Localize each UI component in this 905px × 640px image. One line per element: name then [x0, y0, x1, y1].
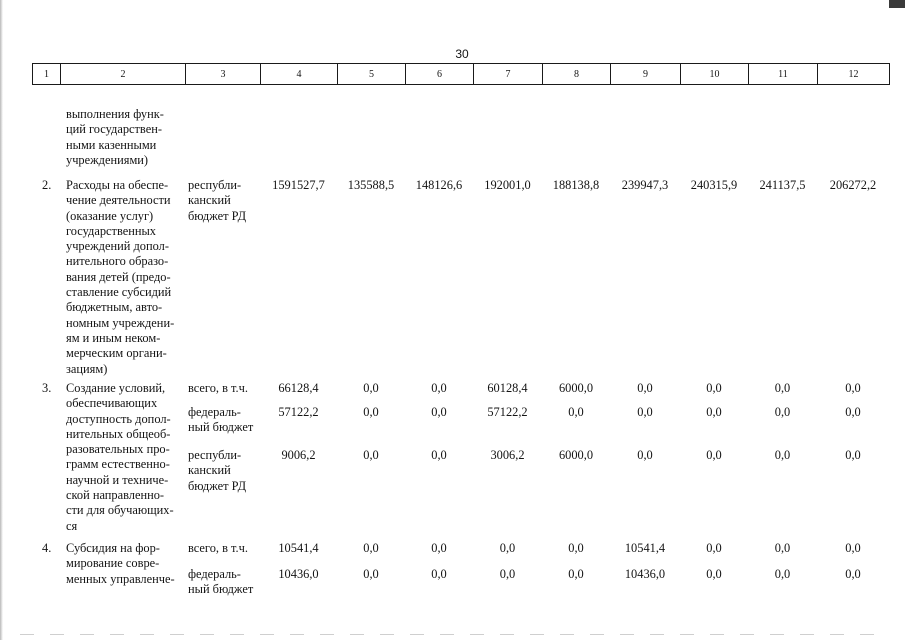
value-cell: 1591527,7: [272, 178, 325, 192]
source-label-line: всего, в т.ч.: [188, 381, 248, 395]
value-cell: 0,0: [774, 405, 791, 419]
value-cell: 6000,0: [558, 448, 594, 462]
row-name-line: ставление субсидий: [66, 285, 172, 300]
value-cell: 0,0: [774, 381, 791, 395]
value-cell: 0,0: [774, 448, 791, 462]
value-cell: 0,0: [706, 541, 722, 555]
value-cell: 192001,0: [484, 178, 531, 192]
header-cell: 11: [749, 64, 818, 85]
value-cell: 241137,5: [759, 178, 806, 192]
continuation-line: ций государствен-: [66, 122, 162, 137]
header-cell: 3: [186, 64, 261, 85]
value-cell: 0,0: [845, 405, 861, 419]
continuation-text: [66, 107, 164, 168]
row-name-line: менных управленче-: [66, 571, 175, 586]
source-label-line: всего, в т.ч.: [188, 541, 248, 555]
source-label-line: федераль-: [188, 567, 241, 581]
row-name-line: вания детей (предо-: [66, 269, 171, 284]
row-number: 3.: [42, 381, 52, 395]
continuation-line: учреждениями): [66, 152, 149, 167]
value-cell: 10436,0: [624, 567, 666, 581]
value-cell: 3006,2: [490, 448, 525, 462]
value-cell: 0,0: [637, 381, 653, 395]
value-cell: 0,0: [774, 567, 791, 581]
source-label-line: республи-: [188, 448, 242, 462]
source-label-line: федераль-: [188, 405, 241, 419]
header-cell: 7: [474, 64, 543, 85]
row-name-line: Субсидия на фор-: [66, 541, 160, 555]
value-cell: 0,0: [706, 448, 722, 462]
row-name-line: научной и техниче-: [66, 472, 169, 487]
row-number: 4.: [42, 541, 52, 555]
row-name-line: грамм естественно-: [66, 457, 170, 472]
value-cell: 0,0: [431, 567, 447, 581]
value-cell: 0,0: [706, 405, 722, 419]
row-name-line: учреждений допол-: [66, 239, 169, 254]
source-label-line: бюджет РД: [188, 478, 247, 493]
page-number: 30: [455, 47, 469, 61]
value-cell: 188138,8: [552, 178, 600, 192]
header-cell: 12: [818, 64, 890, 85]
value-cell: 0,0: [499, 541, 516, 555]
header-cell: 1: [33, 64, 61, 85]
value-row: [0, 405, 905, 421]
value-cell: 66128,4: [278, 381, 319, 395]
value-cell: 0,0: [363, 381, 379, 395]
column-number-header: [32, 63, 890, 85]
row-name-line: номным учреждени-: [66, 315, 175, 330]
value-cell: 57122,2: [278, 405, 319, 419]
value-cell: 0,0: [431, 405, 447, 419]
value-cell: 0,0: [774, 541, 791, 555]
value-cell: 6000,0: [558, 381, 594, 395]
source-label-line: республи-: [188, 178, 242, 192]
value-row: [0, 448, 905, 464]
row-number: 2.: [42, 178, 52, 192]
value-cell: 10436,0: [278, 567, 319, 581]
row-name-line: ся: [66, 518, 78, 533]
value-row: [0, 381, 905, 397]
value-cell: 0,0: [845, 381, 861, 395]
continuation-line: ными казенными: [66, 137, 157, 152]
value-cell: 10541,4: [278, 541, 319, 555]
value-cell: 0,0: [363, 541, 379, 555]
source-label-line: ный бюджет: [188, 582, 254, 597]
source-label-line: канский: [188, 463, 231, 478]
row-name-line: ской направленно-: [66, 488, 165, 503]
value-cell: 9006,2: [281, 448, 316, 462]
value-cell: 0,0: [499, 567, 516, 581]
row-name-line: разовательных про-: [66, 442, 170, 457]
continuation-line: выполнения функ-: [66, 107, 164, 121]
row-name-line: государственных: [66, 223, 157, 238]
value-cell: 239947,3: [621, 178, 669, 192]
row-name-line: мирование совре-: [66, 556, 160, 571]
header-cell: 2: [61, 64, 186, 85]
value-row: [0, 541, 905, 557]
row-name-line: бюджетным, авто-: [66, 300, 163, 315]
row-name-line: (оказание услуг): [66, 208, 154, 223]
value-cell: 0,0: [431, 448, 447, 462]
value-cell: 57122,2: [487, 405, 528, 419]
row-name-line: чение деятельности: [66, 193, 171, 208]
header-cell: 10: [681, 64, 749, 85]
value-cell: 0,0: [637, 405, 653, 419]
source-label-line: канский: [188, 193, 231, 208]
row-name-line: ям и иным неком-: [66, 330, 161, 345]
value-cell: 0,0: [431, 381, 447, 395]
scan-artifact-line: [20, 634, 885, 635]
source-label-line: ный бюджет: [188, 420, 254, 435]
value-cell: 0,0: [845, 567, 861, 581]
value-cell: 0,0: [363, 448, 379, 462]
row-name-line: мерческим органи-: [66, 346, 167, 361]
value-cell: 135588,5: [347, 178, 395, 192]
row-name-line: Создание условий,: [66, 381, 166, 395]
row-name-line: нительного образо-: [66, 254, 169, 269]
value-cell: 0,0: [845, 448, 861, 462]
value-cell: 206272,2: [829, 178, 877, 192]
header-cell: 4: [261, 64, 338, 85]
source-label-line: бюджет РД: [188, 208, 247, 223]
row-name-line: зациям): [66, 361, 108, 376]
row-name: [66, 178, 174, 377]
value-cell: 0,0: [706, 381, 722, 395]
value-cell: 0,0: [568, 405, 584, 419]
value-cell: 148126,6: [415, 178, 463, 192]
row-name-line: обеспечивающих: [66, 396, 158, 411]
header-cell: 5: [338, 64, 406, 85]
value-cell: 0,0: [363, 405, 379, 419]
value-cell: 10541,4: [624, 541, 666, 555]
scan-corner-mark: [889, 0, 905, 8]
value-cell: 0,0: [568, 541, 584, 555]
row-name-line: доступность допол-: [66, 411, 171, 426]
value-cell: 0,0: [637, 448, 653, 462]
value-row: [0, 567, 905, 583]
value-row: [0, 178, 905, 194]
value-cell: 0,0: [568, 567, 584, 581]
row-name-line: сти для обучающих-: [66, 503, 174, 518]
header-cell: 8: [543, 64, 611, 85]
value-cell: 0,0: [706, 567, 722, 581]
row-name-line: нительных общеоб-: [66, 426, 171, 441]
value-cell: 60128,4: [487, 381, 528, 395]
value-cell: 0,0: [431, 541, 447, 555]
header-cell: 6: [406, 64, 474, 85]
value-cell: 240315,9: [690, 178, 738, 192]
value-cell: 0,0: [845, 541, 861, 555]
header-cell: 9: [611, 64, 681, 85]
value-cell: 0,0: [363, 567, 379, 581]
row-name-line: Расходы на обеспе-: [66, 178, 169, 192]
